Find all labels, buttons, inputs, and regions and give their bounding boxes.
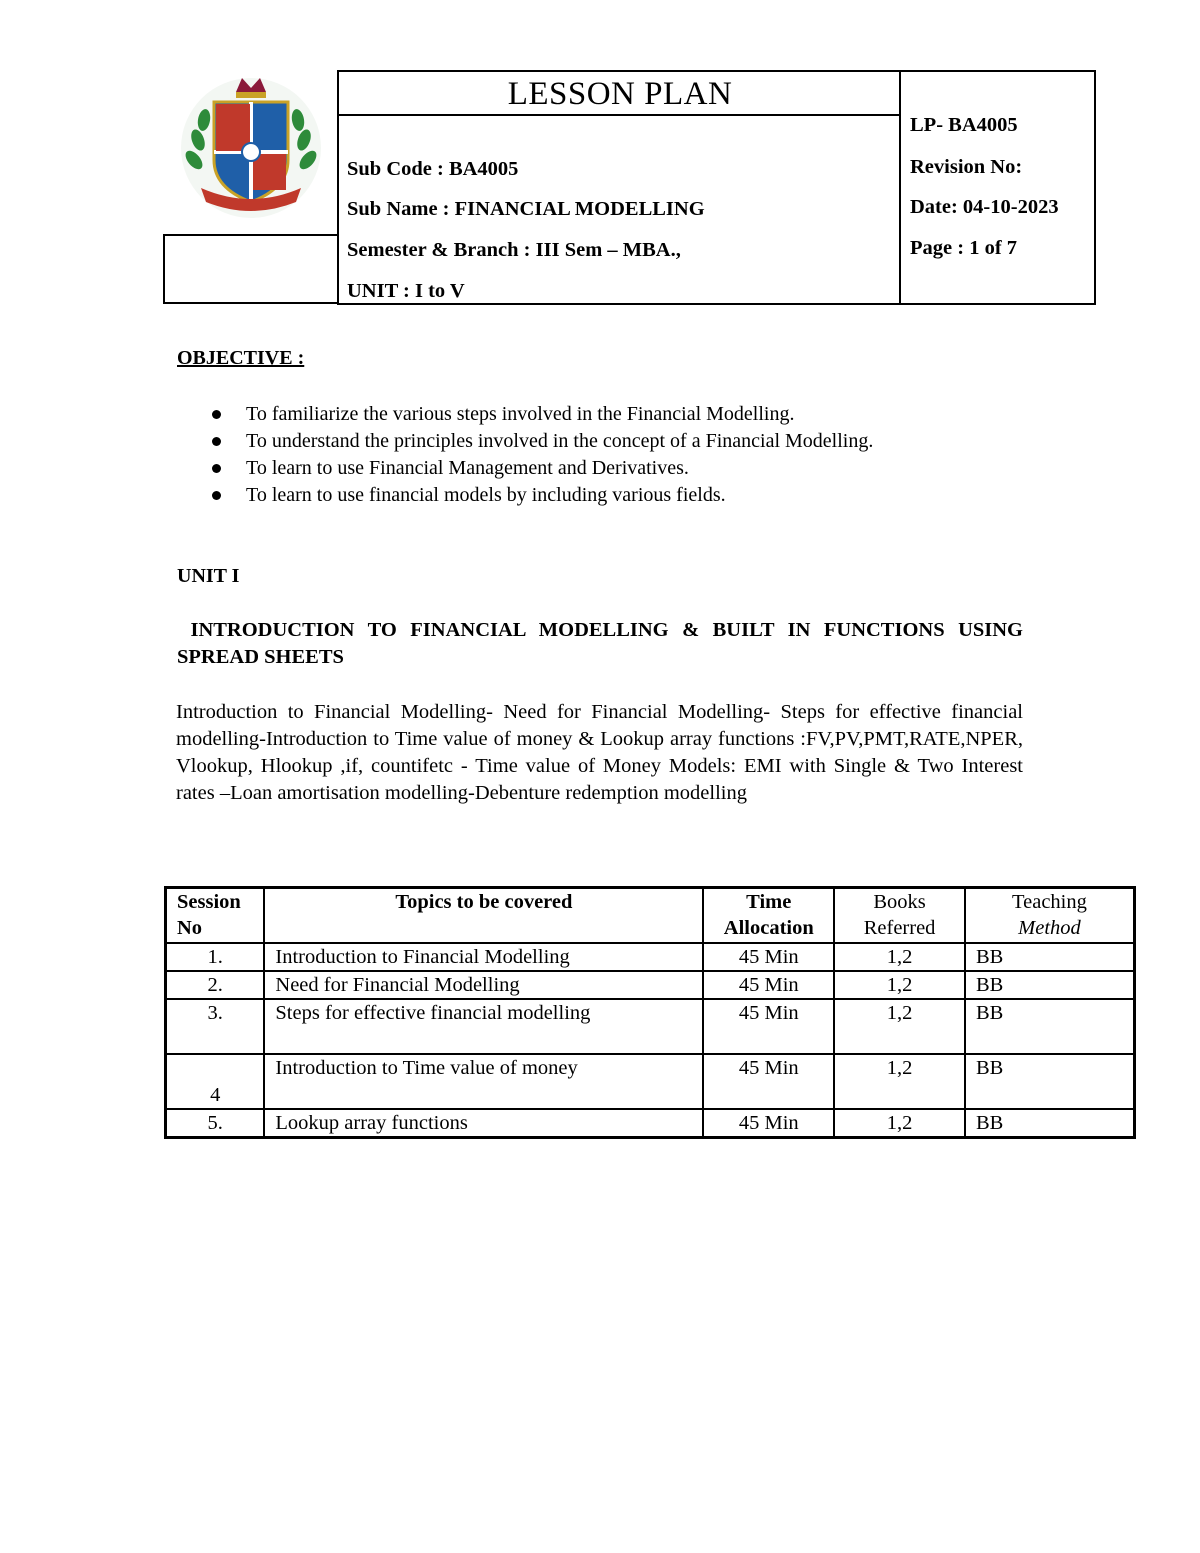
sub-name: Sub Name : FINANCIAL MODELLING [347, 198, 705, 220]
session-table [164, 886, 1136, 1139]
unit-range: UNIT : I to V [347, 280, 465, 302]
page-title: LESSON PLAN [507, 76, 733, 112]
date: Date: 04-10-2023 [910, 196, 1059, 218]
header-meta [899, 70, 1096, 305]
objective-list [212, 401, 873, 509]
col-method: Teaching Method [965, 888, 1135, 943]
institution-logo [176, 70, 326, 220]
table-row: 2. Need for Financial Modelling 45 Min 1,2 BB [166, 971, 1135, 999]
header-details [337, 70, 901, 305]
table-row: 4 Introduction to Time value of money 45 Min 1,2 BB [166, 1054, 1135, 1109]
objective-heading: OBJECTIVE : [177, 347, 305, 369]
col-books: Books Referred [834, 888, 965, 943]
unit-description: Introduction to Financial Modelling- Need for Financial Modelling- Steps for effective financial modelling-Introduction to Time value of money & Lookup array functions :FV,PV,PMT,RATE,NPER, Vlookup, Hlookup ,if, countifetc - Time value of Money Models: EMI with Single & Two Interest rates –Loan amortisation modelling-Debenture redemption modelling [176, 701, 1023, 804]
unit-heading: UNIT I [177, 565, 240, 587]
table-header-row [166, 888, 1135, 943]
col-session: Session No [166, 888, 265, 943]
table-row: 3. Steps for effective financial modelling 45 Min 1,2 BB [166, 999, 1135, 1054]
col-time: Time Allocation [703, 888, 834, 943]
revision-no: Revision No: [910, 156, 1023, 178]
lp-code: LP- BA4005 [910, 114, 1018, 136]
table-row: 5. Lookup array functions 45 Min 1,2 BB [166, 1109, 1135, 1138]
page-number: Page : 1 of 7 [910, 237, 1018, 259]
semester-branch: Semester & Branch : III Sem – MBA., [347, 239, 681, 261]
list-item: To learn to use Financial Management and Derivatives. [212, 455, 873, 482]
unit-title: INTRODUCTION TO FINANCIAL MODELLING & BUILT IN FUNCTIONS USING SPREAD SHEETS [177, 619, 1024, 668]
list-item: To learn to use financial models by including various fields. [212, 482, 873, 509]
col-topics: Topics to be covered [264, 888, 703, 943]
list-item: To understand the principles involved in the concept of a Financial Modelling. [212, 428, 873, 455]
sub-code: Sub Code : BA4005 [347, 158, 519, 180]
logo-frame [163, 234, 337, 304]
list-item: To familiarize the various steps involved in the Financial Modelling. [212, 401, 873, 428]
table-row: 1. Introduction to Financial Modelling 45 Min 1,2 BB [166, 943, 1135, 971]
